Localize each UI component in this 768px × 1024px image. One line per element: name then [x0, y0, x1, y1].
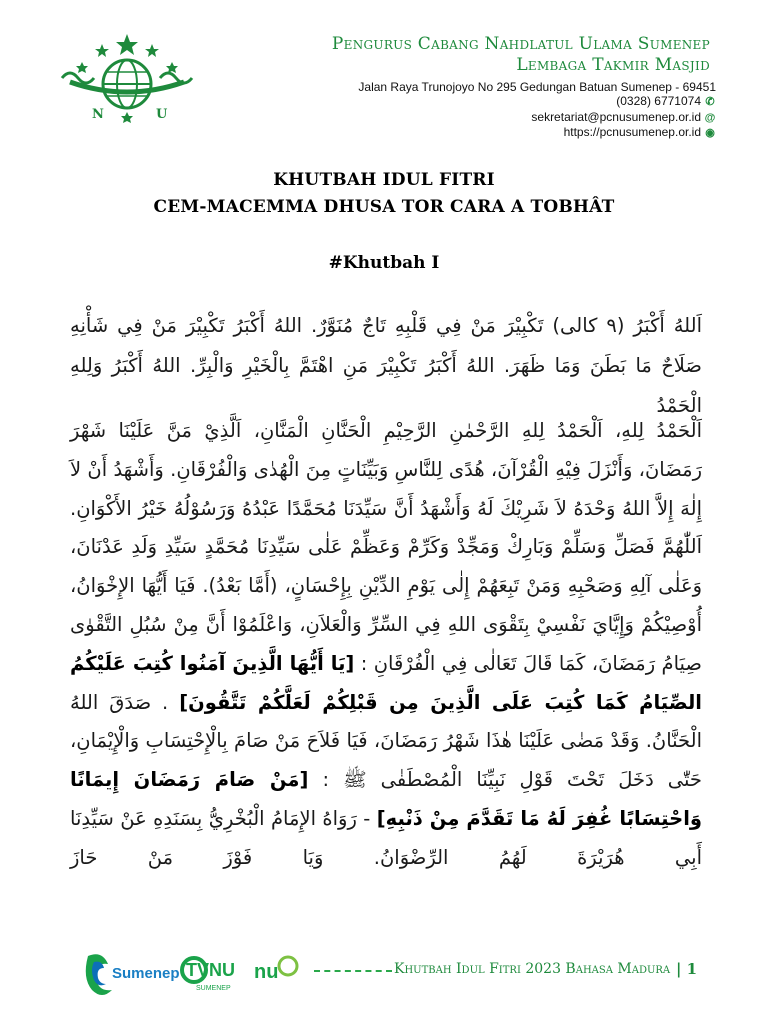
address-row [358, 80, 716, 94]
paragraph-khutbah [70, 412, 702, 924]
globe-icon: ◉ [705, 127, 715, 140]
email-text[interactable]: sekretariat@pcnusumenep.or.id [531, 109, 701, 124]
page-footer [0, 948, 768, 1008]
phone-icon: ✆ [705, 96, 715, 109]
hadith-quote: [مَنْ صَامَ رَمَضَانَ إِيمَانًا وَاحْتِسَابًا غُفِرَ لَهُ مَا تَقَدَّمَ مِنْ ذَنْبِهِ] [70, 768, 703, 830]
nu-logo-icon [52, 32, 202, 124]
sumenep-logo-icon [82, 948, 180, 998]
logo-letter-n: N [92, 107, 104, 122]
org-line-1: Pengurus Cabang Nahdlatul Ulama Sumenep [331, 34, 710, 54]
email-icon: @ [704, 111, 716, 124]
quran-verse: [يَا أَيُّهَا الَّذِينَ آمَنُوا كُتِبَ عَلَيْكُمُ الصِّيَامُ كَمَا كُتِبَ عَلَى الَّذِينَ مِن قَبْلِكُمْ لَعَلَّكُمْ تَتَّقُونَ] [70, 651, 702, 714]
address-text: Jalan Raya Trunojoyo No 295 Gedungan Batuan Sumenep - 69451 [358, 80, 716, 94]
khutbah-text-1: اَلْحَمْدُ لِلهِ، اَلْحَمْدُ لِلهِ الرَّحْمٰنِ الرَّحِيْمِ الْحَنَّانِ الْمَنَّانِ، اَلَّذِيْ مَنَّ عَلَيْنَا شَهْرَ رَمَضَانَ، وَأَنْزَلَ فِيْهِ الْقُرْآنَ، هُدًى لِلنَّاسِ وَبَيِّنَاتٍ مِنَ الْهُدٰى وَالْفُرْقَانِ. وَأَشْهَدُ أَنْ لاَ إِلٰهَ إِلاَّ اللهُ وَحْدَهُ لاَ شَرِيْكَ لَهُ وَأَشْهَدُ أَنَّ سَيِّدَنَا مُحَمَّدًا عَبْدُهُ وَرَسُوْلُهُ خَيْرُ الأَكْوَانِ. اَللّٰهُمَّ فَصَلِّ وَسَلِّمْ وَبَارِكْ وَمَجِّدْ وَكَرِّمْ وَعَظِّمْ عَلٰى سَيِّدِنَا مُحَمَّدٍ سَيِّدِ وَلَدِ عَدْنَانَ، وَعَلٰى آلِهِ وَصَحْبِهِ وَمَنْ تَبِعَهُمْ إِلٰى يَوْمِ الدِّيْنِ بِإِحْسَانٍ، (أَمَّا بَعْدُ). فَيَا أَيُّهَا الإِخْوَانُ، أُوْصِيْكُمْ وَإِيَّايَ نَفْسِيْ بِتَقْوَى اللهِ فِي السِّرِّ وَالْعَلاَنِ، وَاعْلَمُوْا أَنَّ مِنْ سُبُلِ التَّقْوٰى صِيَامُ رَمَضَانَ، كَمَا قَالَ تَعَالٰى فِي الْفُرْقَانِ : [70, 419, 702, 675]
email-row [358, 110, 716, 125]
contact-block [358, 80, 716, 141]
document-title: KHUTBAH IDUL FITRI [273, 170, 495, 190]
website-row [358, 125, 716, 140]
organization-name [332, 34, 710, 76]
tvnu-logo-icon [178, 948, 248, 998]
khutbah-text-2: . صَدَقَ اللهُ الْحَنَّانُ. وَقَدْ مَضٰى عَلَيْنَا هٰذَا شَهْرُ رَمَضَانَ، فَيَا فَلاَحَ مَنْ صَامَ بِالْإِحْتِسَابِ وَالْإِيْمَانِ، حَتّٰى دَخَلَ تَحْتَ قَوْلِ نَبِيِّنَا الْمُصْطَفٰى ﷺ : [70, 690, 702, 792]
footer-logo-sumenep-text: Sumenep [112, 965, 180, 982]
paragraph-takbir: اَللهُ أَكْبَرُ (٩ كالى) تَكْبِيْرَ مَنْ فِي قَلْبِهِ تَاجٌ مُنَوَّرٌ. اللهُ أَكْبَرُ تَكْبِيْرَ مَنْ فِي شَأْنِهِ صَلَاحٌ مَا بَطَنَ وَمَا ظَهَرَ. اللهُ أَكْبَرُ تَكْبِيْرَ مَنِ اهْتَمَّ بِالْخَيْرِ وَالْبِرِّ. اللهُ أَكْبَرُ وَلِلهِ الْحَمْدُ [70, 314, 702, 417]
footer-divider [314, 970, 392, 972]
section-heading: #Khutbah I [328, 253, 440, 273]
letterhead [0, 0, 768, 150]
khutbah-text-3: - رَوَاهُ الإِمَامُ الْبُخْرِيُّ بِسَنَدِهِ عَنْ سَيِّدِنَا أَبِي هُرَيْرَةَ لَهُمُ الرِّضْوَانُ. وَيَا فَوْزَ مَنْ حَازَ [70, 806, 702, 869]
nu-online-logo-icon [252, 948, 304, 998]
phone-text: (0328) 6771074 [616, 94, 701, 109]
footer-logo-nu-text: nu [254, 961, 279, 983]
website-text[interactable]: https://pcnusumenep.or.id [563, 125, 701, 140]
footer-title: Khutbah Idul Fitri 2023 Bahasa Madura [394, 961, 671, 977]
org-line-2: Lembaga Takmir Masjid [516, 55, 710, 75]
phone-row [358, 94, 716, 109]
footer-logo-tvnu-text: TVNU [186, 960, 235, 980]
logo-letter-u: U [156, 107, 168, 122]
footer-logo-tvnu-sub: SUMENEP [196, 985, 231, 992]
document-title-line-2: CEM-MACEMMA DHUSA TOR CARA A TOBHÂT [153, 197, 615, 217]
page-number: | 1 [676, 960, 698, 978]
